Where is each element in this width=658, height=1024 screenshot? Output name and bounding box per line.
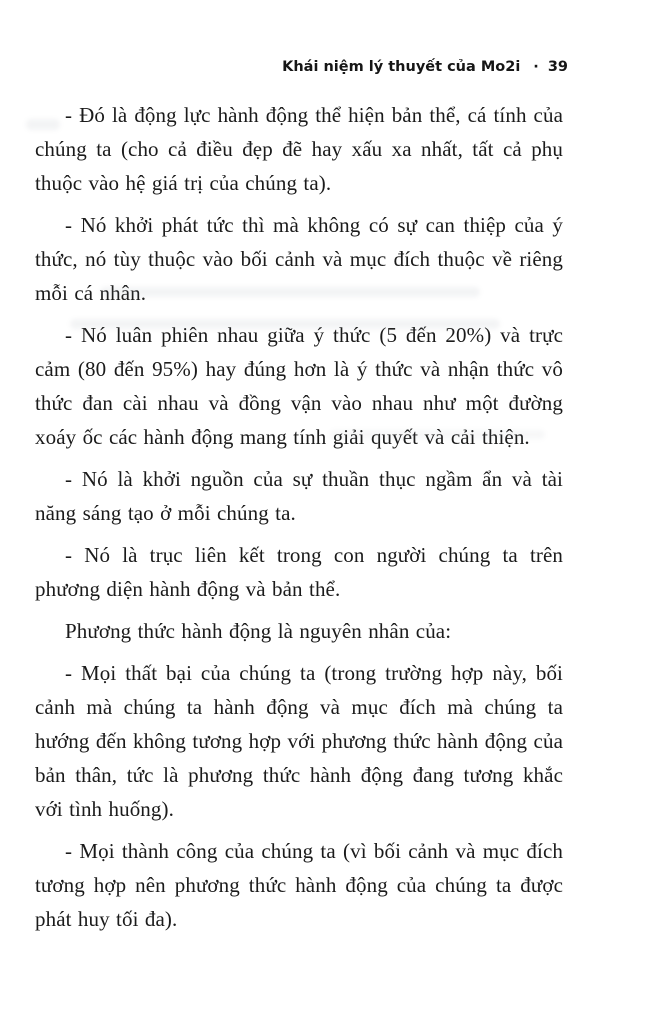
page-body [35, 98, 563, 944]
chapter-title: Khái niệm lý thuyết của Mo2i [282, 59, 521, 75]
paragraph: - Đó là động lực hành động thể hiện bản thể, cá tính của chúng ta (cho cả điều đẹp đẽ hay xấu xa nhất, tất cả phụ thuộc vào hệ giá trị của chúng ta). [35, 103, 563, 195]
separator-dot: · [533, 59, 539, 75]
paragraph: - Nó là trục liên kết trong con người chúng ta trên phương diện hành động và bản thể. [35, 543, 563, 601]
paragraph: - Mọi thất bại của chúng ta (trong trường hợp này, bối cảnh mà chúng ta hành động và mục đích mà chúng ta hướng đến không tương hợp với phương thức hành động của bản thân, tức là phương thức hành động đang tương khắc với tình huống). [35, 661, 563, 821]
paragraph: - Nó luân phiên nhau giữa ý thức (5 đến 20%) và trực cảm (80 đến 95%) hay đúng hơn là ý thức và nhận thức vô thức đan cài nhau và đồng vận vào nhau như một đường xoáy ốc các hành động mang tính giải quyết và cải thiện. [35, 323, 563, 449]
page-number: 39 [547, 59, 568, 75]
paragraph: Phương thức hành động là nguyên nhân của: [65, 619, 452, 643]
paragraph: - Nó khởi phát tức thì mà không có sự can thiệp của ý thức, nó tùy thuộc vào bối cảnh và mục đích thuộc về riêng mỗi cá nhân. [35, 213, 563, 305]
paragraph: - Mọi thành công của chúng ta (vì bối cảnh và mục đích tương hợp nên phương thức hành động của chúng ta được phát huy tối đa). [35, 839, 563, 931]
paragraph: - Nó là khởi nguồn của sự thuần thục ngầm ẩn và tài năng sáng tạo ở mỗi chúng ta. [35, 467, 563, 525]
running-header [36, 57, 568, 77]
